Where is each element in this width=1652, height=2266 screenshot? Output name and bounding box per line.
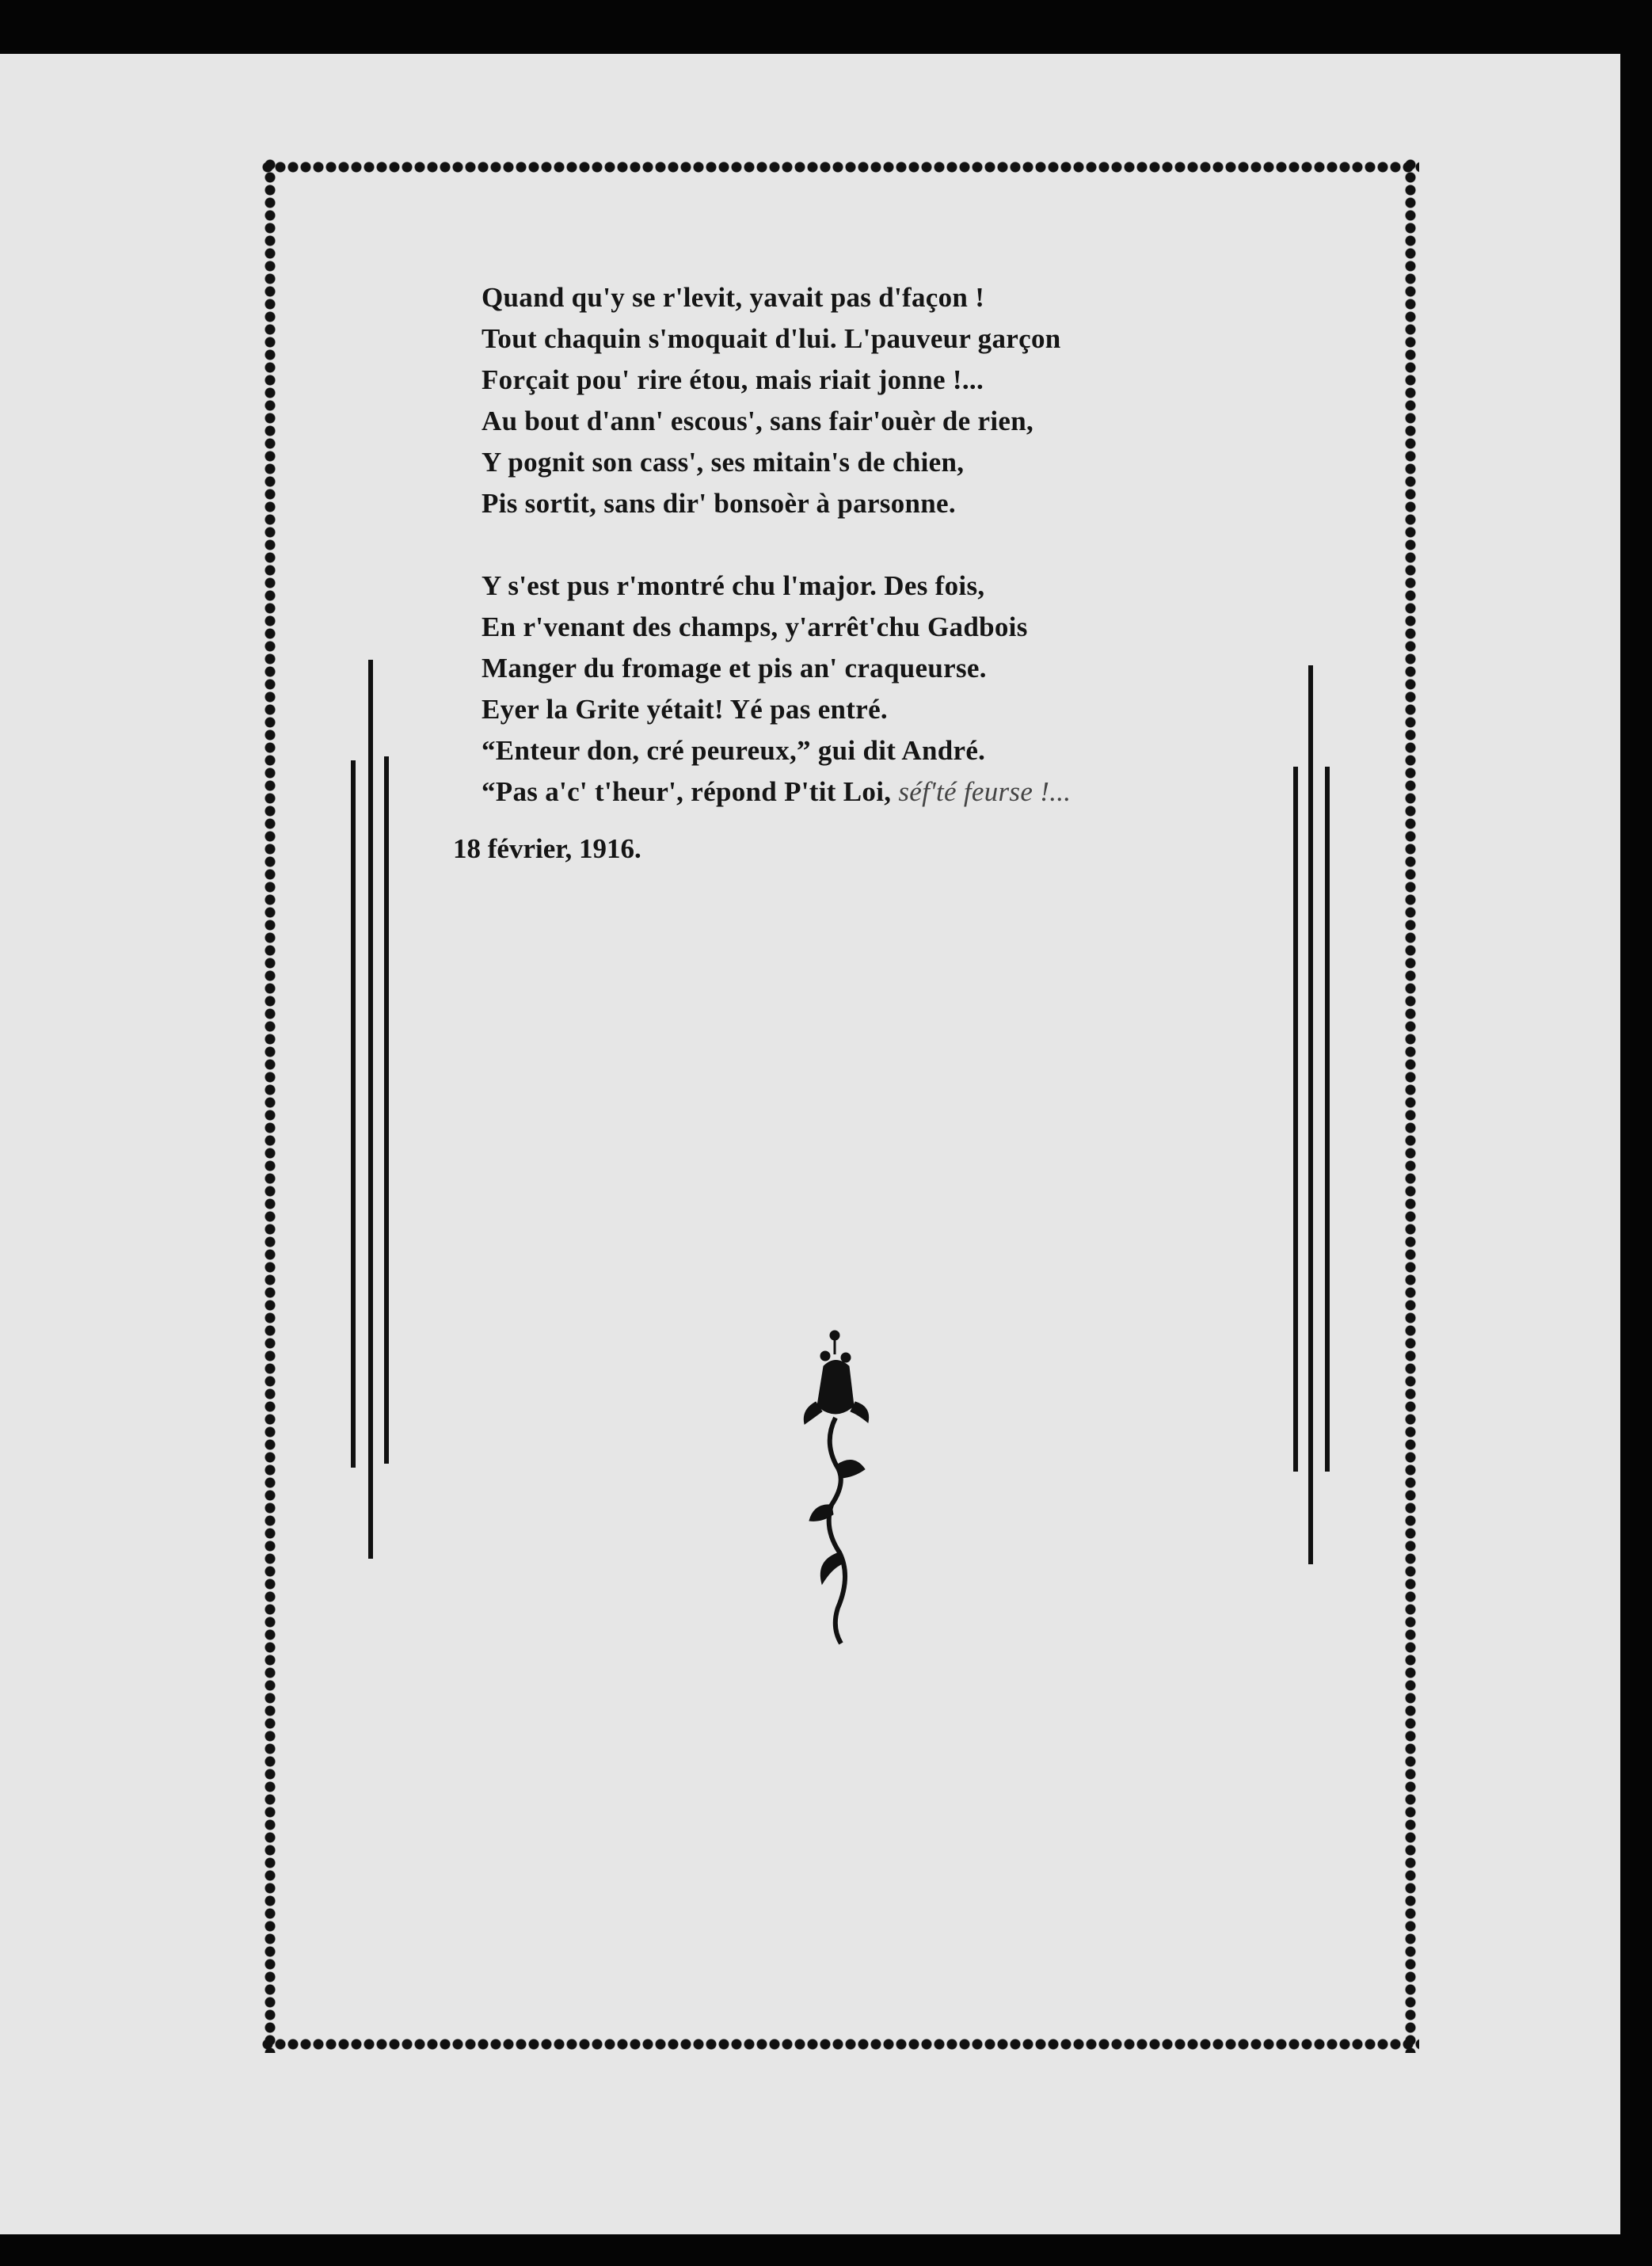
stanza-1 [482,277,1273,524]
left-rule-outer [368,660,373,1559]
right-rule-inner-1 [1293,767,1298,1472]
poem-line-last-start: “Pas a'c' t'heur', répond P'tit Loi, [482,776,892,807]
floral-ornament-icon [792,1323,887,1647]
border-left [261,158,279,2053]
poem-line: Y s'est pus r'montré chu l'major. Des fois, [482,570,985,601]
right-rule-outer [1308,665,1313,1564]
right-rule-inner-2 [1325,767,1330,1472]
poem-line: Tout chaquin s'moquait d'lui. L'pauveur garçon [482,323,1061,354]
poem-line: Forçait pou' rire étou, mais riait jonne !... [482,364,984,395]
poem-line: Quand qu'y se r'levit, yavait pas d'façon ! [482,282,985,313]
poem-line-last [482,771,1273,813]
poem-date: 18 février, 1916. [453,833,641,864]
poem-line: “Enteur don, cré peureux,” gui dit André. [482,735,986,766]
border-top [261,158,1419,176]
poem-line-last-italic: séf'té feurse !... [898,776,1072,807]
poem-line: Au bout d'ann' escous', sans fair'ouèr de rien, [482,406,1034,436]
poem-line: Eyer la Grite yétait! Yé pas entré. [482,694,888,725]
poem-text [482,277,1273,854]
poem-line: En r'venant des champs, y'arrêt'chu Gadbois [482,611,1028,642]
border-bottom [261,2036,1419,2053]
left-rule-inner-1 [351,760,356,1468]
poem-line: Pis sortit, sans dir' bonsoèr à parsonne. [482,488,956,519]
poem-line: Manger du fromage et pis an' craqueurse. [482,653,987,684]
stanza-2 [482,566,1273,813]
left-rule-inner-2 [384,756,389,1464]
scan-edge [1620,0,1652,2266]
border-right [1402,158,1419,2053]
poem-line: Y pognit son cass', ses mitain's de chien, [482,447,965,478]
